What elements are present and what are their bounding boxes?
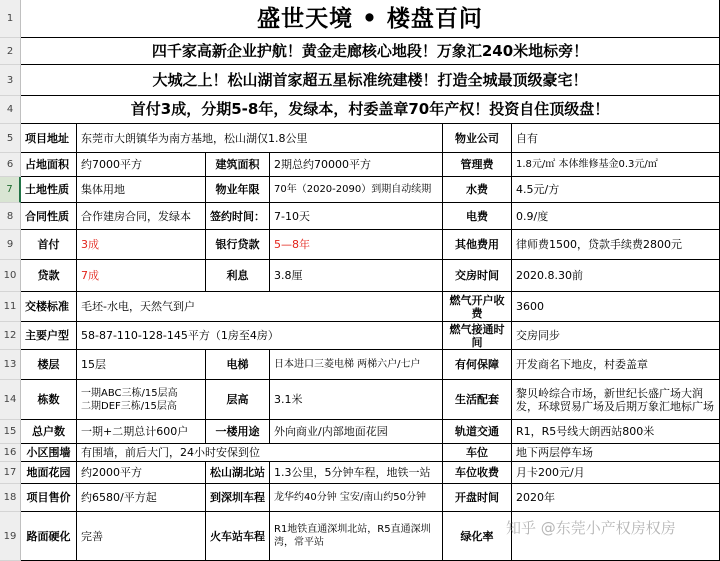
floors-label[interactable]: 楼层 [21,350,77,380]
property-term-label[interactable]: 物业年限 [206,177,270,203]
ground-floor-value[interactable]: 外向商业/内部地面花园 [270,420,443,444]
land-area-label[interactable]: 占地面积 [21,153,77,177]
gas-connect-value[interactable]: 交房同步 [512,322,720,350]
row-header-6[interactable]: 6 [0,153,21,177]
signing-time-label[interactable]: 签约时间： [206,203,270,230]
amenities-label[interactable]: 生活配套 [443,380,512,420]
row-header-16[interactable]: 16 [0,444,21,462]
parking-fee-value[interactable]: 月卡200元/月 [512,462,720,484]
buildings-label[interactable]: 栋数 [21,380,77,420]
delivery-label[interactable]: 交房时间 [443,260,512,292]
electricity-label[interactable]: 电费 [443,203,512,230]
contract-value[interactable]: 合作建房合同，发绿本 [77,203,206,230]
rail-label[interactable]: 轨道交通 [443,420,512,444]
to-shenzhen-value[interactable]: 龙华约40分钟 宝安/南山约50分钟 [270,484,443,512]
row-header-4[interactable]: 4 [0,96,21,124]
total-households-label[interactable]: 总户数 [21,420,77,444]
water-fee-value[interactable]: 4.5元/方 [512,177,720,203]
guarantee-label[interactable]: 有何保障 [443,350,512,380]
floor-height-label[interactable]: 层高 [206,380,270,420]
row-header-15[interactable]: 15 [0,420,21,444]
management-fee-value[interactable]: 1.8元/㎡ 本体维修基金0.3元/㎡ [512,153,720,177]
enclosure-label[interactable]: 小区围墙 [21,444,77,462]
land-nature-value[interactable]: 集体用地 [77,177,206,203]
row-header-7[interactable]: 7 [0,177,21,203]
project-address-label[interactable]: 项目地址 [21,124,77,153]
ssh-north-value[interactable]: 1.3公里，5分钟车程，地铁一站 [270,462,443,484]
parking-label[interactable]: 车位 [443,444,512,462]
unit-types-value[interactable]: 58-87-110-128-145平方（1房至4房） [77,322,443,350]
project-address-value[interactable]: 东莞市大朗镇华为南方基地，松山湖仅1.8公里 [77,124,443,153]
sheet-title[interactable]: 盛世天境 • 楼盘百问 [21,0,720,38]
opening-label[interactable]: 开盘时间 [443,484,512,512]
loan-label[interactable]: 贷款 [21,260,77,292]
row-header-19[interactable]: 19 [0,512,21,561]
contract-label[interactable]: 合同性质 [21,203,77,230]
buildings-value[interactable] [77,380,206,420]
total-households-value[interactable]: 一期+二期总计600户 [77,420,206,444]
electricity-value[interactable]: 0.9/度 [512,203,720,230]
row-header-9[interactable]: 9 [0,230,21,260]
rail-value[interactable]: R1，R5号线大朗西站800米 [512,420,720,444]
down-payment-label[interactable]: 首付 [21,230,77,260]
station-value[interactable]: R1地铁直通深圳北站，R5直通深圳湾，常平站 [270,512,443,561]
amenities-value[interactable]: 黎贝岭综合市场，新世纪长盛广场大润发，环球贸易广场及后期万象汇地标广场 [512,380,720,420]
row-header-8[interactable]: 8 [0,203,21,230]
banner-line-3[interactable]: 首付3成，分期5-8年，发绿本，村委盖章70年产权！投资自住顶级盘！ [21,96,720,124]
row-header-11[interactable]: 11 [0,292,21,322]
ground-floor-label[interactable]: 一楼用途 [206,420,270,444]
banner-line-1[interactable]: 四千家高新企业护航！黄金走廊核心地段！万象汇240米地标旁！ [21,38,720,65]
enclosure-value[interactable]: 有围墙，前后大门，24小时安保到位 [77,444,443,462]
price-label[interactable]: 项目售价 [21,484,77,512]
bank-loan-value[interactable]: 5—8年 [270,230,443,260]
greening-value[interactable] [512,512,720,561]
floor-height-value[interactable]: 3.1米 [270,380,443,420]
row-header-2[interactable]: 2 [0,38,21,65]
guarantee-value[interactable]: 开发商名下地皮，村委盖章 [512,350,720,380]
banner-line-2[interactable]: 大城之上！松山湖首家超五星标准统建楼！打造全城最顶级豪宅！ [21,65,720,96]
roads-label[interactable]: 路面硬化 [21,512,77,561]
to-shenzhen-label[interactable]: 到深圳车程 [206,484,270,512]
garden-value[interactable]: 约2000平方 [77,462,206,484]
parking-fee-label[interactable]: 车位收费 [443,462,512,484]
other-fees-label[interactable]: 其他费用 [443,230,512,260]
handover-value[interactable]: 毛坯-水电，天然气到户 [77,292,443,322]
signing-time-value[interactable]: 7-10天 [270,203,443,230]
row-header-1[interactable]: 1 [0,0,21,38]
down-payment-value[interactable]: 3成 [77,230,206,260]
property-company-value[interactable]: 自有 [512,124,720,153]
row-header-13[interactable]: 13 [0,350,21,380]
opening-value[interactable]: 2020年 [512,484,720,512]
row-header-12[interactable]: 12 [0,322,21,350]
buildings-line-2: 二期DEF三栋/15层高 [81,400,177,412]
parking-value[interactable]: 地下两层停车场 [512,444,720,462]
handover-label[interactable]: 交楼标准 [21,292,77,322]
row-header-10[interactable]: 10 [0,260,21,292]
gas-connect-label[interactable]: 燃气接通时间 [443,322,512,350]
ssh-north-label[interactable]: 松山湖北站 [206,462,270,484]
property-company-label[interactable]: 物业公司 [443,124,512,153]
elevator-label[interactable]: 电梯 [206,350,270,380]
land-nature-label[interactable]: 土地性质 [21,177,77,203]
price-value[interactable]: 约6580/平方起 [77,484,206,512]
other-fees-value[interactable]: 律师费1500，贷款手续费2800元 [512,230,720,260]
row-header-17[interactable]: 17 [0,462,21,484]
watermark-text: 知乎 @东莞小产权房权房 [506,519,676,537]
building-area-label[interactable]: 建筑面积 [206,153,270,177]
delivery-value[interactable]: 2020.8.30前 [512,260,720,292]
gas-fee-label[interactable]: 燃气开户收费 [443,292,512,322]
unit-types-label[interactable]: 主要户型 [21,322,77,350]
loan-value[interactable]: 7成 [77,260,206,292]
gas-fee-value[interactable]: 3600 [512,292,720,322]
management-fee-label[interactable]: 管理费 [443,153,512,177]
interest-value[interactable]: 3.8厘 [270,260,443,292]
row-header-18[interactable]: 18 [0,484,21,512]
bank-loan-label[interactable]: 银行贷款 [206,230,270,260]
greening-label[interactable]: 绿化率 [443,512,512,561]
row-header-5[interactable]: 5 [0,124,21,153]
garden-label[interactable]: 地面花园 [21,462,77,484]
elevator-value[interactable]: 日本进口三菱电梯 两梯六户/七户 [270,350,443,380]
building-area-value[interactable]: 2期总约70000平方 [270,153,443,177]
floors-value[interactable]: 15层 [77,350,206,380]
roads-value[interactable]: 完善 [77,512,206,561]
property-term-value[interactable]: 70年（2020-2090）到期自动续期 [270,177,443,203]
station-label[interactable]: 火车站车程 [206,512,270,561]
water-fee-label[interactable]: 水费 [443,177,512,203]
buildings-line-1: 一期ABC三栋/15层高 [81,387,178,399]
land-area-value[interactable]: 约7000平方 [77,153,206,177]
interest-label[interactable]: 利息 [206,260,270,292]
row-header-3[interactable]: 3 [0,65,21,96]
row-header-14[interactable]: 14 [0,380,21,420]
